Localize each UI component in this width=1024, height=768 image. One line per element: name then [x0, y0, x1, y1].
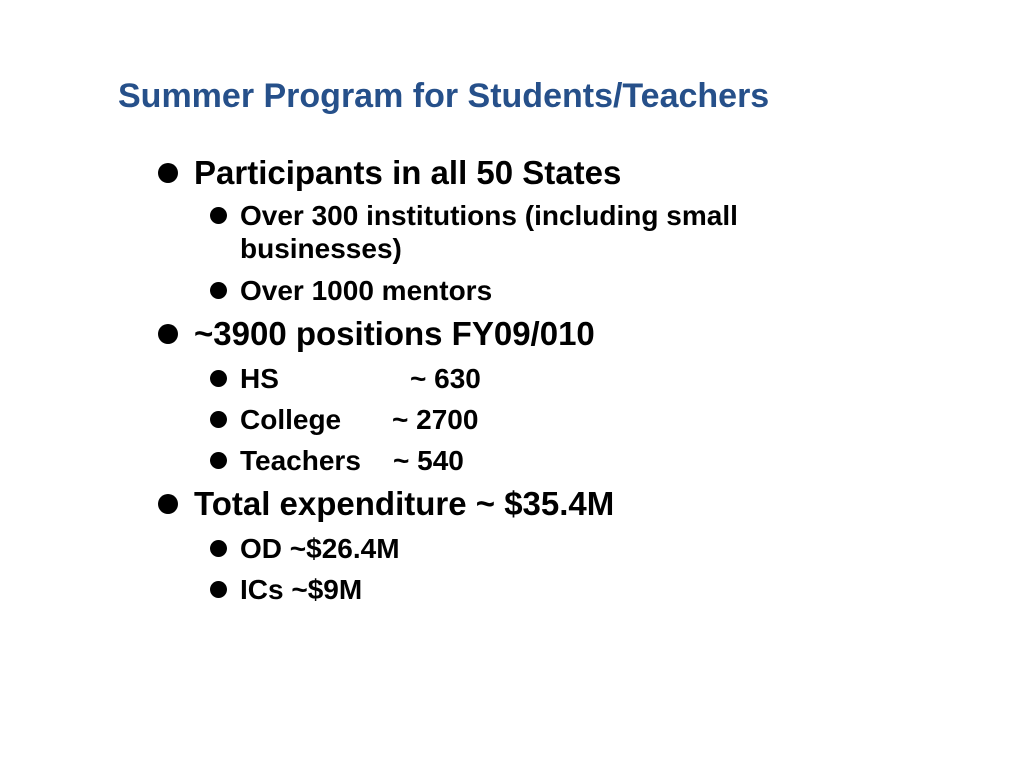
bullet-participants — [158, 154, 621, 192]
sub-bullet-institutions — [210, 199, 738, 265]
sub-bullet-od — [210, 532, 400, 565]
bullet-text: ~3900 positions FY09/010 — [194, 315, 595, 352]
bullet-dot-icon — [158, 163, 178, 183]
sub-bullet-row — [240, 403, 478, 436]
sub-bullet-teachers — [210, 444, 464, 477]
sub-bullet-text: OD ~$26.4M — [240, 533, 400, 564]
row-value: ~ 2700 — [392, 404, 479, 435]
bullet-dot-icon — [210, 452, 227, 469]
sub-bullet-hs — [210, 362, 481, 395]
bullet-positions — [158, 315, 595, 353]
sub-bullet-row — [240, 444, 464, 477]
sub-bullet-ics — [210, 573, 362, 606]
slide-title: Summer Program for Students/Teachers — [118, 77, 770, 115]
sub-bullet-college — [210, 403, 478, 436]
bullet-dot-icon — [158, 324, 178, 344]
row-label: HS — [240, 363, 279, 394]
sub-bullet-text: Over 1000 mentors — [240, 275, 493, 306]
row-value: ~ 540 — [393, 445, 464, 476]
row-value: ~ 630 — [410, 363, 481, 394]
sub-bullet-row — [240, 362, 481, 395]
sub-bullet-text-line2: businesses) — [240, 233, 402, 264]
sub-bullet-text-line1: Over 300 institutions (including small — [240, 200, 738, 231]
bullet-dot-icon — [210, 207, 227, 224]
bullet-dot-icon — [210, 282, 227, 299]
bullet-dot-icon — [210, 370, 227, 387]
sub-bullet-text: ICs ~$9M — [240, 574, 363, 605]
bullet-dot-icon — [210, 411, 227, 428]
bullet-text: Participants in all 50 States — [194, 154, 622, 191]
sub-bullet-mentors — [210, 274, 492, 307]
bullet-dot-icon — [210, 540, 227, 557]
row-label: College — [240, 404, 342, 435]
bullet-dot-icon — [158, 494, 178, 514]
bullet-dot-icon — [210, 581, 227, 598]
row-label: Teachers — [240, 445, 361, 476]
bullet-text: Total expenditure ~ $35.4M — [194, 485, 615, 522]
bullet-expenditure — [158, 485, 614, 523]
